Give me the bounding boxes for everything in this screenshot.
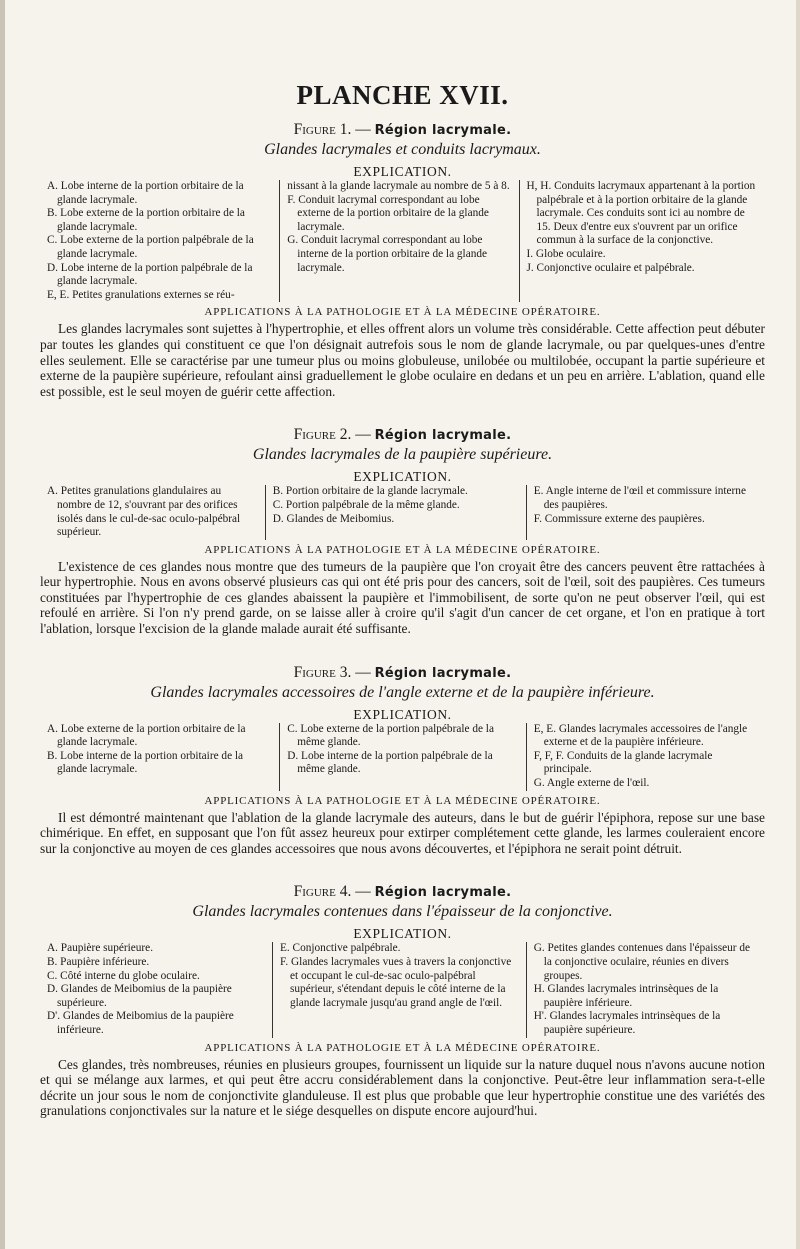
body-paragraph: Les glandes lacrymales sont sujettes à l'hypertrophie, et elles offrent alors un volume très considérable. Cette affection peut débuter par toutes les glandes qui constituent ce que l'on désignait autrefois sous le nom de glande lacrymale, ou par quelques-unes d'entre elles seulement. Elle se caractérise par une tumeur plus ou moins globuleuse, unilobée ou multilobée, occupant la partie supérieure et externe de la paupière supérieure, refoulant ainsi graduellement le globe oculaire en dedans et un peu en arrière. L'ablation, quand elle est possible, est le seul moyen de guérir cette affection. [40,321,765,399]
legend-item: A. Paupière supérieure. [47,942,154,955]
figure-label: Figure 1. — [293,121,371,138]
legend-item: C. Lobe externe de la portion palpébrale de la glande lacrymale. [47,234,254,260]
explanation-title: EXPLICATION. [353,469,452,485]
explanation-columns [40,180,765,302]
legend-item: D. Lobe interne de la portion palpébrale de la même glande. [287,749,493,776]
explanation-column-2 [279,180,518,302]
figure-3-section [40,663,765,857]
body-paragraph: Il est démontré maintenant que l'ablation de la glande lacrymale des auteurs, dans le but de guérir l'épiphora, repose sur une base chimérique. En effet, en supposant que l'on fût assez heureux pour extirper complétement cette glande, les larmes couleraient encore sur la conjonctive au moyen de ces glandes accessoires que nous avons découvertes, et l'épiphora ne serait point détruit. [40,809,765,856]
explanation-column-3 [519,180,766,302]
legend-item: A. Lobe externe de la portion orbitaire de la glande lacrymale. [47,722,246,749]
legend-item: C. Côté interne du globe oculaire. [47,969,200,982]
explanation-column-3 [526,942,765,1037]
legend-item: B. Portion orbitaire de la glande lacrymale. [272,485,468,498]
figure-region: Région lacrymale. [374,665,512,681]
explanation-column-1 [40,942,272,1037]
figure-subtitle: Glandes lacrymales contenues dans l'épaisseur de la conjonctive. [192,903,613,921]
legend-item: nissant à la glande lacrymale au nombre de 5 à 8. [287,180,510,192]
legend-item: D. Glandes de Meibomius de la paupière supérieure. [47,983,232,1009]
explanation-column-3 [526,485,765,539]
legend-item: G. Angle externe de l'œil. [533,777,650,790]
explanation-title: EXPLICATION. [353,164,452,179]
legend-item: A. Petites granulations glandulaires au nombre de 12, s'ouvrant par des orifices isolés dans le cul-de-sac oculo-palpébral supérieur. [47,485,241,539]
explanation-title: EXPLICATION. [353,926,452,942]
figure-subtitle: Glandes lacrymales accessoires de l'angle externe et de la paupière inférieure. [150,683,655,701]
figure-2-section [40,425,765,636]
figure-label: Figure 4. — [293,883,371,901]
figure-4-section [40,882,765,1119]
figure-subtitle: Glandes lacrymales de la paupière supérieure. [252,446,553,464]
figure-region: Région lacrymale. [374,428,512,444]
applications-heading: APPLICATIONS À LA PATHOLOGIE ET À LA MÉDECINE OPÉRATOIRE. [204,543,601,556]
figure-region: Région lacrymale. [374,123,512,138]
legend-item: E. Angle interne de l'œil et commissure interne des paupières. [533,485,746,511]
legend-item: E. Conjonctive palpébrale. [280,942,401,955]
legend-item: H'. Glandes lacrymales intrinsèques de la paupière supérieure. [533,1010,721,1036]
legend-item: D. Lobe interne de la portion palpébrale de la glande lacrymale. [47,261,253,288]
legend-item: B. Paupière inférieure. [47,956,150,968]
legend-item: F. Conduit lacrymal correspondant au lobe externe de la portion orbitaire de la glande lacrymale. [287,193,489,233]
figure-heading [40,425,765,445]
explanation-column-2 [272,942,526,1037]
figure-heading [40,120,765,140]
explanation-column-3 [526,723,765,791]
figure-region: Région lacrymale. [374,885,512,901]
legend-item: A. Lobe interne de la portion orbitaire de la glande lacrymale. [47,180,244,206]
explanation-column-2 [265,485,526,539]
legend-item: F. Glandes lacrymales vues à travers la conjonctive et occupant le cul-de-sac oculo-palpébral supérieur, s'étendant depuis le côté interne de la glande lacrymale jusqu'au grand angle de l'œil. [280,956,512,1009]
legend-item: B. Lobe externe de la portion orbitaire de la glande lacrymale. [47,207,245,233]
legend-item: B. Lobe interne de la portion orbitaire de la glande lacrymale. [47,749,244,776]
legend-item: D'. Glandes de Meibomius de la paupière inférieure. [47,1010,234,1036]
body-paragraph: L'existence de ces glandes nous montre que des tumeurs de la paupière que l'on croyait être des cancers peuvent être rattachées à leur hypertrophie. Nous en avons observé plusieurs cas qui ont été pris pour des cancers, soit de l'œil, soit des paupières. Ces tumeurs constituées par l'hypertrophie de ces glandes abaissent la paupière et l'immobilisent, de sorte qu'on ne peut observer l'œil, qui est refoulé en arrière. Si l'on n'y prend garde, on se laisse aller à croire qu'il s'agit d'un cancer de cet organe, et l'on en pratique à tort l'ablation, lorsque l'excision de la glande malade aurait été suffisante. [40,558,765,637]
explanation-columns [40,723,765,791]
explanation-columns [40,942,765,1037]
legend-item: F, F, F. Conduits de la glande lacrymale principale. [533,749,713,776]
legend-item: G. Conduit lacrymal correspondant au lobe interne de la portion orbitaire de la glande lacrymale. [287,234,488,274]
explanation-title: EXPLICATION. [353,706,452,722]
figure-label: Figure 2. — [293,426,371,444]
figure-subtitle: Glandes lacrymales et conduits lacrymaux. [264,141,541,158]
legend-item: F. Commissure externe des paupières. [533,512,705,525]
figure-heading [40,663,765,683]
legend-item: D. Glandes de Meibomius. [272,512,395,525]
legend-item: E, E. Petites granulations externes se réu- [47,288,235,301]
figure-1-section [40,120,765,399]
legend-item: J. Conjonctive oculaire et palpébrale. [526,261,695,274]
legend-item: H, H. Conduits lacrymaux appartenant à la portion palpébrale et à la portion orbitaire de la glande lacrymale. Ces conduits sont ici au nombre de 15. Deux d'entre eux s'ouvrent par un orifice commun à la surface de la conjonctive. [526,180,756,247]
legend-item: G. Petites glandes contenues dans l'épaisseur de la conjonctive oculaire, réunies en divers groupes. [533,942,751,982]
explanation-columns [40,485,765,539]
page-edge-right [796,0,800,1249]
body-paragraph: Ces glandes, très nombreuses, réunies en plusieurs groupes, fournissent un liquide sur la nature duquel nous n'avons aucune notion et qui se mélange aux larmes, et qui peut être accru considérablement dans la conjonctive. Peut-être leur inflammation sera-t-elle décrite un jour sous le nom de conjonctivite glanduleuse. Il est plus que probable que leur hypertrophie constitue une des variétés des granulations conjonctivales sur la nature et le siége desquelles on dispute encore aujourd'hui. [40,1056,765,1119]
applications-heading: APPLICATIONS À LA PATHOLOGIE ET À LA MÉDECINE OPÉRATOIRE. [204,1041,601,1054]
plate-title: PLANCHE XVII. [296,80,509,110]
legend-item: C. Lobe externe de la portion palpébrale de la même glande. [287,722,494,749]
applications-heading: APPLICATIONS À LA PATHOLOGIE ET À LA MÉDECINE OPÉRATOIRE. [204,306,601,319]
explanation-column-1 [40,180,279,302]
page-edge-left [0,0,5,1249]
legend-item: E, E. Glandes lacrymales accessoires de l'angle externe et de la paupière inférieure. [533,722,748,749]
page-content [40,80,765,1119]
explanation-column-1 [40,723,279,791]
applications-heading: APPLICATIONS À LA PATHOLOGIE ET À LA MÉDECINE OPÉRATOIRE. [204,794,601,807]
explanation-column-2 [279,723,526,791]
legend-item: I. Globe oculaire. [526,247,606,260]
explanation-column-1 [40,485,265,539]
legend-item: H. Glandes lacrymales intrinsèques de la paupière inférieure. [533,983,719,1009]
legend-item: C. Portion palpébrale de la même glande. [272,498,460,511]
figure-heading [40,882,765,902]
figure-label: Figure 3. — [293,663,371,681]
